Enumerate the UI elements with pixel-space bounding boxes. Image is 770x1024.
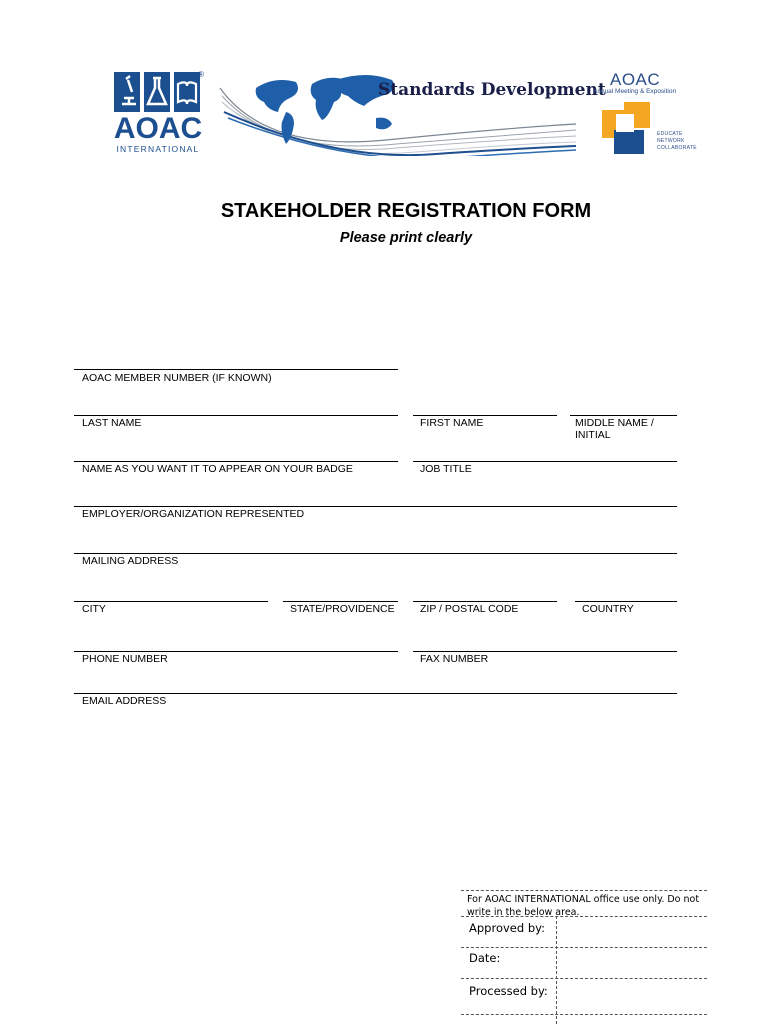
employer-line[interactable] <box>74 506 677 507</box>
country-line[interactable] <box>575 601 677 602</box>
office-use-box <box>461 890 707 1024</box>
zip-line[interactable] <box>413 601 557 602</box>
mailing-address-label: MAILING ADDRESS <box>82 555 179 567</box>
member-number-label: AOAC MEMBER NUMBER (IF KNOWN) <box>82 372 272 384</box>
meeting-logo-title: AOAC <box>610 70 661 89</box>
badge-name-label: NAME AS YOU WANT IT TO APPEAR ON YOUR BADGE <box>82 463 353 475</box>
office-use-note: For AOAC INTERNATIONAL office use only. Do not write in the below area. <box>467 894 700 918</box>
approved-by-field[interactable] <box>561 920 703 944</box>
city-line[interactable] <box>74 601 268 602</box>
aoac-international-logo <box>112 70 204 154</box>
phone-label: PHONE NUMBER <box>82 653 168 665</box>
lab-glassware-icon <box>112 70 204 114</box>
fax-label: FAX NUMBER <box>420 653 489 665</box>
last-name-label: LAST NAME <box>82 417 142 429</box>
date-field[interactable] <box>561 950 703 974</box>
meeting-tagline: EDUCATE NETWORK COLLABORATE <box>657 131 697 151</box>
middle-name-label: MIDDLE NAME / INITIAL <box>575 417 654 441</box>
email-line[interactable] <box>74 693 677 694</box>
employer-label: EMPLOYER/ORGANIZATION REPRESENTED <box>82 508 305 520</box>
first-name-line[interactable] <box>413 415 557 416</box>
member-number-line[interactable] <box>74 369 398 370</box>
phone-line[interactable] <box>74 651 398 652</box>
first-name-label: FIRST NAME <box>420 417 484 429</box>
approved-by-label: Approved by: <box>469 921 545 935</box>
form-subtitle: Please print clearly <box>339 230 473 246</box>
state-label: STATE/PROVIDENCE <box>290 603 395 615</box>
banner-title: Standards Development <box>378 80 606 100</box>
last-name-line[interactable] <box>74 415 398 416</box>
processed-by-field[interactable] <box>561 982 703 1006</box>
logo-text: AOAC <box>113 112 203 145</box>
meeting-logo-subtitle: Annual Meeting & Exposition <box>593 88 677 95</box>
badge-name-line[interactable] <box>74 461 398 462</box>
mailing-address-line[interactable] <box>74 553 677 554</box>
registered-mark: ® <box>198 70 204 79</box>
middle-name-line[interactable] <box>570 415 677 416</box>
meeting-squares-icon <box>600 100 656 156</box>
email-label: EMAIL ADDRESS <box>82 695 167 707</box>
city-label: CITY <box>82 603 106 615</box>
job-title-line[interactable] <box>413 461 677 462</box>
date-label: Date: <box>469 951 501 965</box>
processed-by-label: Processed by: <box>469 984 548 998</box>
logo-subtext: INTERNATIONAL <box>116 144 200 154</box>
state-line[interactable] <box>283 601 398 602</box>
zip-label: ZIP / POSTAL CODE <box>420 603 519 615</box>
form-title: STAKEHOLDER REGISTRATION FORM <box>220 200 592 222</box>
job-title-label: JOB TITLE <box>420 463 472 475</box>
country-label: COUNTRY <box>582 603 634 615</box>
fax-line[interactable] <box>413 651 677 652</box>
